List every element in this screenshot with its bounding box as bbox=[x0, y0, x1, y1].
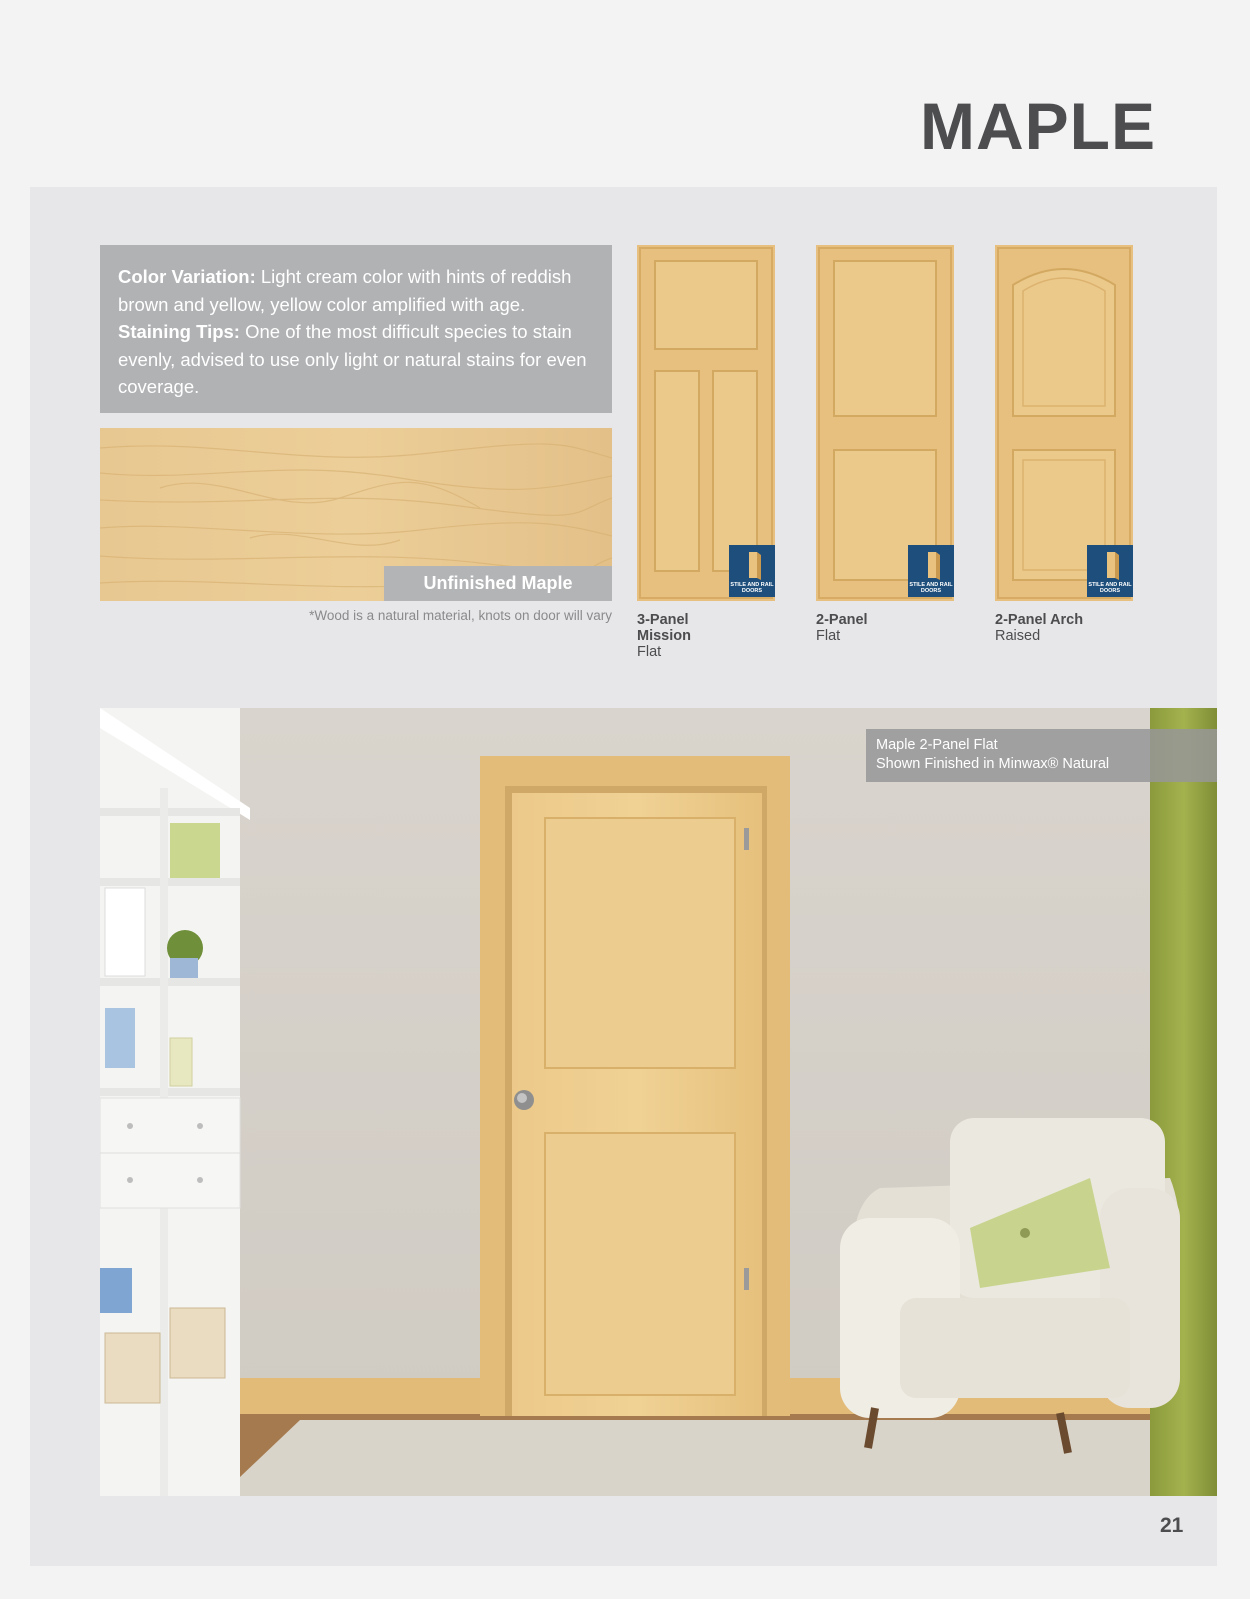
wood-note: *Wood is a natural material, knots on door will vary bbox=[309, 608, 612, 623]
room-photo bbox=[100, 708, 1217, 1496]
door-finish: Flat bbox=[816, 628, 841, 644]
badge-text-line1: STILE AND RAIL bbox=[909, 582, 953, 588]
door-caption-2-panel-arch bbox=[995, 612, 1083, 644]
stile-rail-icon bbox=[1099, 550, 1121, 580]
stile-rail-icon bbox=[920, 550, 942, 580]
staining-tips-label: Staining Tips: bbox=[118, 321, 240, 342]
door-2-panel-arch[interactable] bbox=[995, 245, 1133, 601]
swatch-label: Unfinished Maple bbox=[384, 566, 612, 601]
badge-text-line2: DOORS bbox=[1099, 588, 1121, 594]
door-2-panel[interactable] bbox=[816, 245, 954, 601]
staining-tips-text: One of the most difficult species to stain evenly, advised to use only light or natural stains for even coverage. bbox=[118, 321, 587, 397]
color-variation-text: Light cream color with hints of reddish brown and yellow, yellow color amplified with age. bbox=[118, 266, 572, 315]
photo-caption-line1: Maple 2-Panel Flat bbox=[876, 737, 998, 753]
door-caption-2-panel bbox=[816, 612, 868, 644]
door-name: 2-Panel bbox=[816, 612, 868, 628]
badge-text-line2: DOORS bbox=[741, 588, 763, 594]
badge-text-line1: STILE AND RAIL bbox=[730, 582, 774, 588]
door-name: 2-Panel Arch bbox=[995, 612, 1084, 628]
page-title: MAPLE bbox=[920, 89, 1156, 163]
door-3-panel-mission[interactable] bbox=[637, 245, 775, 601]
door-finish: Raised bbox=[995, 628, 1041, 644]
door-finish: Flat bbox=[637, 644, 662, 660]
badge-text-line2: DOORS bbox=[920, 588, 942, 594]
stile-rail-badge bbox=[729, 545, 775, 597]
door-caption-3-panel-mission bbox=[637, 612, 707, 660]
wood-info-box bbox=[100, 245, 612, 413]
stile-rail-icon bbox=[741, 550, 763, 580]
stile-rail-badge bbox=[908, 545, 954, 597]
photo-caption-line2: Shown Finished in Minwax® Natural bbox=[876, 756, 1110, 772]
stile-rail-badge bbox=[1087, 545, 1133, 597]
page-number: 21 bbox=[1160, 1514, 1184, 1537]
photo-caption bbox=[866, 729, 1217, 782]
door-name: 3-Panel Mission bbox=[637, 612, 691, 644]
color-variation-label: Color Variation: bbox=[118, 266, 256, 287]
badge-text-line1: STILE AND RAIL bbox=[1088, 582, 1132, 588]
